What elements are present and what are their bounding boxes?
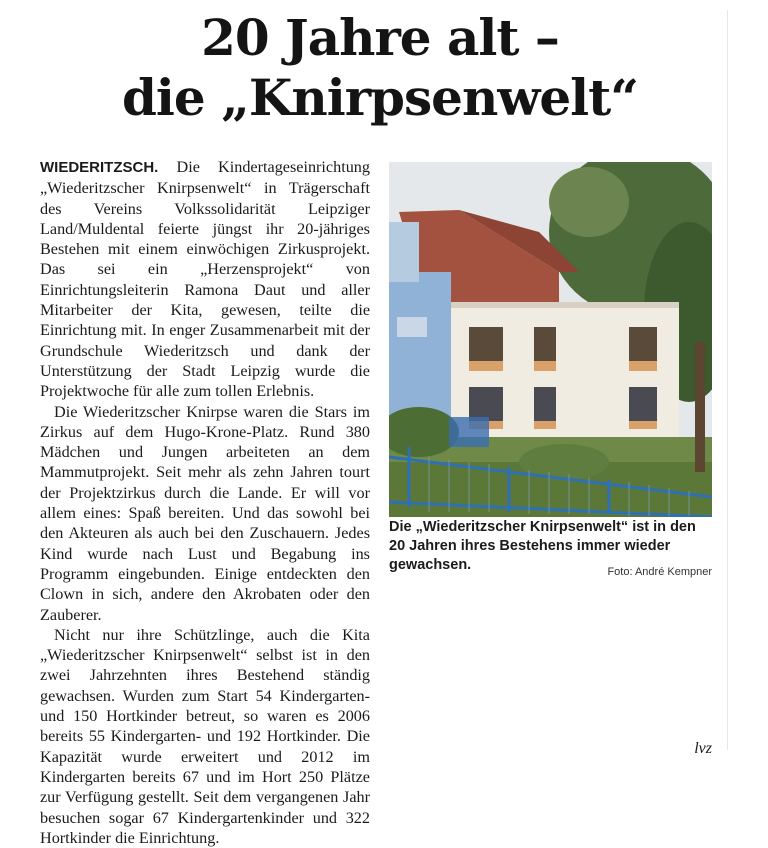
article-column-left <box>40 157 370 848</box>
headline-line-2: die „Knirpsenwelt“ <box>121 68 639 127</box>
kita-building-photo <box>389 162 712 517</box>
dateline: WIEDERITZSCH. <box>40 159 159 176</box>
paragraph-1-text: Die Kindertageseinrichtung „Wiederitzscher Knirpsenwelt“ in Trägerschaft des Vereins Volkssolidarität Leipziger Land/Muldental feierte jüngst ihr 20-jähriges Bestehen mit einem einwöchigen Zirkusprojekt. Das sei ein „Herzensprojekt“ von Einrichtungsleiterin Ramona Daut und aller Mitarbeiter der Kita, gewesen, teilte die Einrichtung mit. In enger Zusammenarbeit mit der Grundschule Wiederitzsch und dank der Unterstützung der Stadt Leipzig wurde die Projektwoche für alle zum tollen Erlebnis. <box>40 158 370 401</box>
photo-caption <box>389 518 712 578</box>
paragraph-2: Die Wiederitzscher Knirpse waren die Stars im Zirkus auf dem Hugo-Krone-Platz. Rund 380 Mädchen und Jungen arbeiteten an dem Mammutprojekt. Seit mehr als zehn Jahren tourt der Projektzirkus durch die Lande. Er will vor allem eines: Spaß bereiten. Und das sowohl bei den Akteuren als auch bei den Zuschauern. Jedes Kind wurde nach Lust und Begabung ins Programm eingebunden. Einige entdeckten den Clown in sich, andere den Akrobaten oder den Zauberer. <box>40 402 370 624</box>
headline <box>40 8 720 128</box>
headline-line-1: 20 Jahre alt – <box>201 8 559 67</box>
author-tag: lvz <box>694 740 712 757</box>
column-rule <box>727 10 728 750</box>
caption-text: Die „Wiederitzscher Knirpsenwelt“ ist in den 20 Jahren ihres Bestehens immer wieder gewachsen. <box>389 519 696 573</box>
photo-credit: Foto: André Kempner <box>607 566 712 578</box>
paragraph-1 <box>40 157 370 402</box>
paragraph-3: Nicht nur ihre Schützlinge, auch die Kita „Wiederitzscher Knirpsenwelt“ selbst ist in den zwei Jahrzehnten ihres Bestehend ständig gewachsen. Wurden zum Start 54 Kindergarten- und 150 Hortkinder betreut, so waren es 2006 bereits 55 Kindergarten- und 192 Hortkinder. Die Kapazität wurde erweitert und 2012 im Kindergarten bereits 67 und im Hort 250 Plätze zur Verfügung gestellt. Seit dem vergangenen Jahr besuchen sogar 67 Kindergartenkinder und 322 Hortkinder die Einrichtung. <box>40 625 370 847</box>
photo-illustration <box>389 162 712 517</box>
